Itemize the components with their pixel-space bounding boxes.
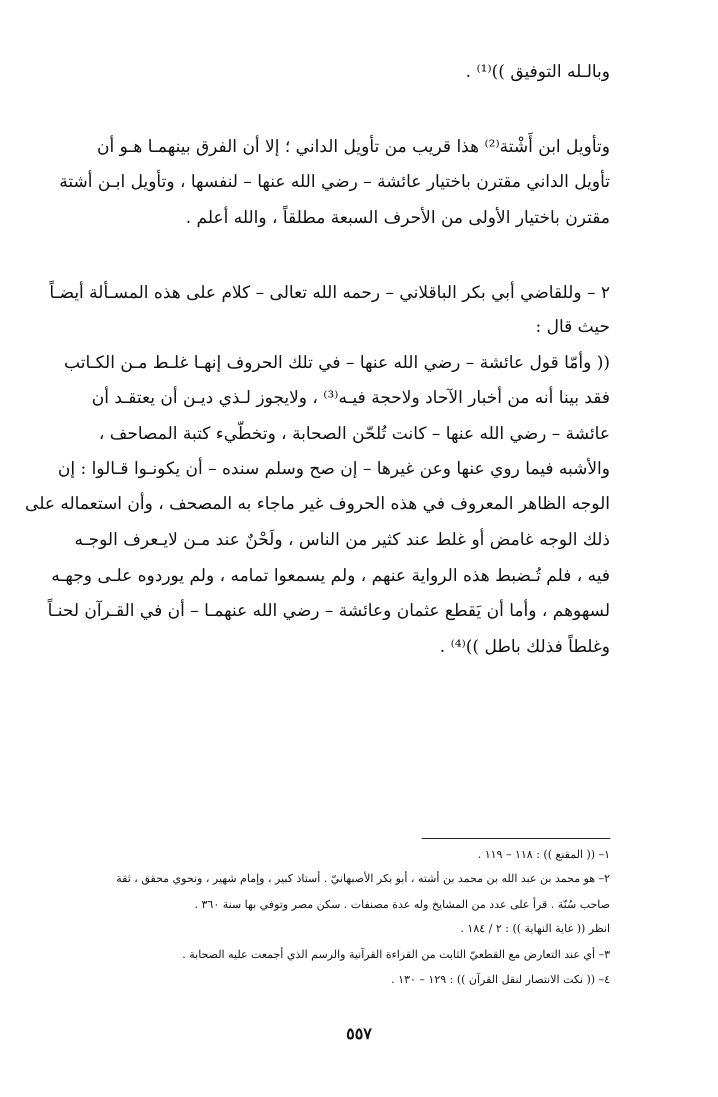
paragraph-3-line-2: حيث قال : (535, 317, 610, 337)
paragraph-1-line-1: وبالـله التوفيق ))⁽¹⁾ . (465, 62, 610, 82)
footnote-2-line-2: صاحب سُنّة . قرأ على عدد من المشايخ وله عدة مصنفات . سكن مصر وتوفي بها سنة ٣٦٠ . (194, 898, 610, 911)
quote-line-4: والأشبه فيما روي عنها وعن غيرها – إن صح وسلم سنده – أن يكونـوا قـالوا : إن (57, 459, 610, 479)
paragraph-2-line-3: مقترن باختيار الأولى من الأحرف السبعة مطلقاً ، والله أعلم . (185, 208, 610, 228)
quote-line-3: عائشة – رضي الله عنها – كانت تُلحّن الصحابة ، وتخطّيء كتبة المصاحف ، (98, 424, 610, 444)
paragraph-2-line-1: وتأويل ابن أَشْتة⁽²⁾ هذا قريب من تأويل الداني ؛ إلا أن الفرق بينهمـا هـو أن (97, 137, 610, 157)
footnote-2-line-1: ٢– هو محمد بن عبد الله بن محمد بن أشته ، أبو بكر الأصبهانيّ . أستاذ كبير ، وإمام شهير ، ونحوي محقق ، ثقة (116, 872, 610, 885)
paragraph-2-line-2: تأويل الداني مقترن باختيار عائشة – رضي الله عنها – لنفسها ، وتأويل ابـن أشتة (59, 172, 610, 192)
quote-line-7: فيه ، فلم تُـضبط هذه الرواية عنهم ، ولم يسمعوا تمامه ، ولم يوردوه علـى وجهـه (51, 566, 610, 586)
footnote-separator (422, 838, 610, 839)
page-number: ٥٥٧ (346, 1024, 372, 1043)
quote-line-8: لسهوهم ، وأما أن يَقطع عثمان وعائشة – رضي الله عنهمـا – أن في القـرآن لحنـاً (47, 601, 610, 621)
footnote-1: ١– (( المقنع )) : ١١٨ – ١١٩ . (477, 848, 610, 861)
paragraph-3-line-1: ٢ – وللقاضي أبي بكر الباقلاني – رحمه الله تعالى – كلام على هذه المسـألة أيضـاً (49, 283, 610, 303)
footnote-2-line-3: انظر (( غاية النهاية )) : ٢ / ١٨٤ . (460, 922, 610, 935)
footnote-3: ٣– أي عند التعارض مع القطعيّ الثابت من القراءة القرآنية والرسم الذي أجمعت عليه الصحابة . (182, 948, 610, 961)
quote-line-2: فقد بينا أنه من أخبار الآحاد ولاحجة فيـه⁽³⁾ ، ولايجوز لـذي ديـن أن يعتقـد أن (91, 388, 610, 408)
quote-line-9: وغلطاً فذلك باطل ))⁽⁴⁾ . (439, 637, 610, 657)
footnote-4: ٤– (( نكت الانتصار لنقل القرآن )) : ١٢٩ – ١٣٠ . (391, 973, 610, 986)
quote-line-6: ذلك الوجه غامض أو غلط عند كثير من الناس ، ولَحْنٌ عند مـن لايـعرف الوجـه (74, 530, 610, 550)
quote-line-5: الوجه الظاهر المعروف في هذه الحروف غير ماجاء به المصحف ، وأن استعماله على (25, 494, 610, 514)
quote-line-1: (( وأمّا قول عائشة – رضي الله عنها – في تلك الحروف إنهـا غلـط مـن الكـاتب (64, 353, 610, 373)
